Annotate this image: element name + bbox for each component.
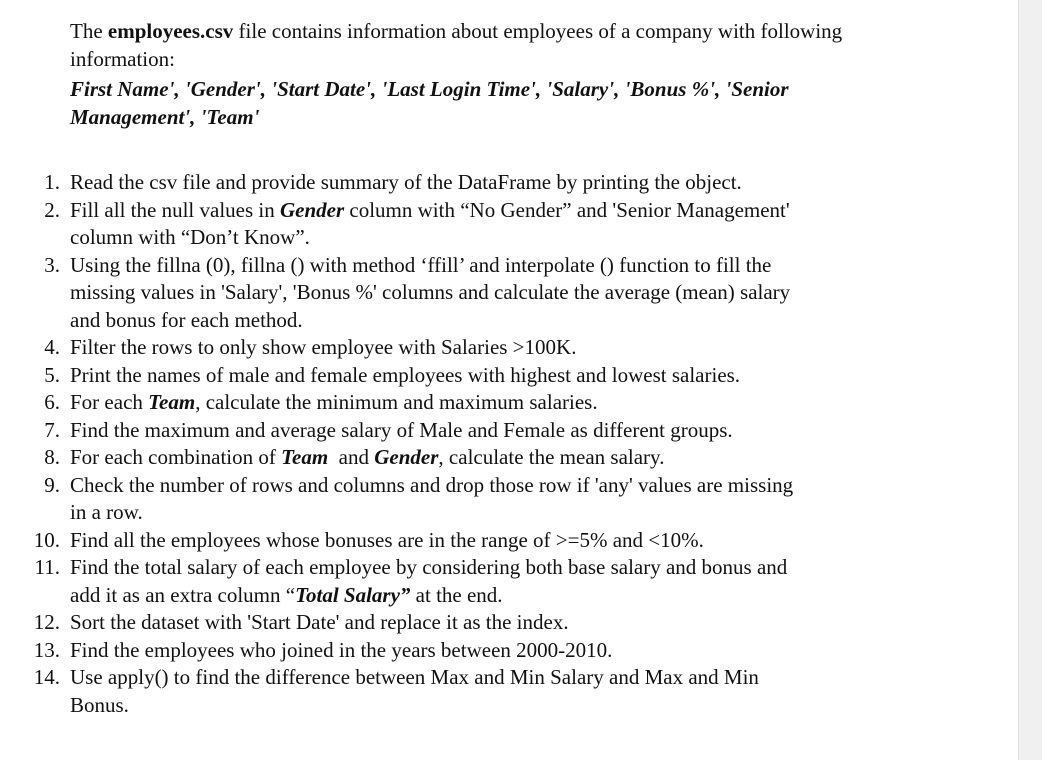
question-item <box>0 637 880 665</box>
csv-filename: employees.csv <box>107 19 234 43</box>
field-list: First Name', 'Gender', 'Start Date', 'Last Login Time', 'Salary', 'Bonus %', 'Senior Management', 'Team' <box>70 77 789 129</box>
question-number: 9. <box>44 472 60 497</box>
question-number: 8. <box>44 445 60 469</box>
question-number: 7. <box>44 417 60 442</box>
question-number: 5. <box>44 362 60 387</box>
question-text: and <box>328 445 375 469</box>
intro-text-end: file contains information about employees of a company with following information: <box>70 19 843 71</box>
question-item <box>0 444 880 472</box>
question-text: , calculate the mean salary. <box>438 445 665 469</box>
question-item <box>0 417 880 445</box>
scrollbar-gutter[interactable] <box>1018 0 1042 760</box>
question-text: , calculate the minimum and maximum salaries. <box>195 390 598 414</box>
question-text: Find all the employees whose bonuses are in the range of >=5% and <10%. <box>70 527 704 552</box>
question-number: 11. <box>34 555 60 579</box>
question-text: Find the maximum and average salary of Male and Female as different groups. <box>70 417 733 442</box>
question-text-continued: Bonus. <box>70 692 129 717</box>
question-text: Find the employees who joined in the years between 2000-2010. <box>70 637 613 662</box>
question-list <box>0 169 880 719</box>
emphasis-text: Gender <box>279 197 345 222</box>
question-number: 6. <box>44 390 60 414</box>
question-text-continued <box>70 582 880 610</box>
question-text: Use apply() to find the difference between Max and Min Salary and Max and Min <box>70 665 759 689</box>
question-item <box>0 389 880 417</box>
question-text-continued: column with “Don’t Know”. <box>70 225 310 249</box>
question-number: 10. <box>33 527 60 552</box>
question-item <box>0 362 880 390</box>
question-item <box>0 334 880 362</box>
question-number: 12. <box>33 610 60 634</box>
question-text: Find the total salary of each employee by considering both base salary and bonus and <box>70 555 788 579</box>
question-number: 1. <box>44 170 60 194</box>
emphasis-text: Team <box>281 445 329 469</box>
question-text: Using the fillna (0), fillna () with method ‘ffill’ and interpolate () function to fill the <box>70 252 772 277</box>
emphasis-text: Team <box>148 390 196 414</box>
intro-text <box>70 18 870 73</box>
question-text-continued: and bonus for each method. <box>70 307 303 332</box>
question-item <box>0 527 880 555</box>
question-number: 14. <box>33 665 60 689</box>
question-text: Check the number of rows and columns and drop those row if 'any' values are missing <box>70 472 794 497</box>
question-number: 3. <box>44 252 60 277</box>
intro-paragraph <box>70 18 870 131</box>
emphasis-text: Gender <box>374 445 439 469</box>
question-text: Sort the dataset with 'Start Date' and replace it as the index. <box>70 610 569 634</box>
question-text-continued: missing values in 'Salary', 'Bonus %' columns and calculate the average (mean) salary <box>70 280 791 304</box>
question-text-continued: in a row. <box>70 500 143 524</box>
question-item <box>0 169 880 197</box>
question-item <box>0 664 880 719</box>
question-number: 13. <box>33 637 60 662</box>
question-text: Filter the rows to only show employee with Salaries >100K. <box>70 335 577 359</box>
question-text: Print the names of male and female employees with highest and lowest salaries. <box>70 362 741 387</box>
question-text: For each combination of <box>70 445 282 469</box>
emphasis-text: Total Salary” <box>295 582 411 607</box>
question-item <box>0 252 880 335</box>
intro-text-start: The <box>70 19 108 43</box>
question-item <box>0 609 880 637</box>
question-text: column with “No Gender” and 'Senior Management' <box>344 197 790 222</box>
question-item <box>0 197 880 252</box>
question-item <box>0 472 880 527</box>
question-text: For each <box>70 390 149 414</box>
question-number: 4. <box>44 335 60 359</box>
question-number: 2. <box>44 197 60 222</box>
question-text: add it as an extra column “ <box>70 582 296 607</box>
question-item <box>0 554 880 609</box>
question-text: at the end. <box>410 582 503 607</box>
question-text: Read the csv file and provide summary of the DataFrame by printing the object. <box>70 170 742 194</box>
question-text: Fill all the null values in <box>70 197 280 222</box>
